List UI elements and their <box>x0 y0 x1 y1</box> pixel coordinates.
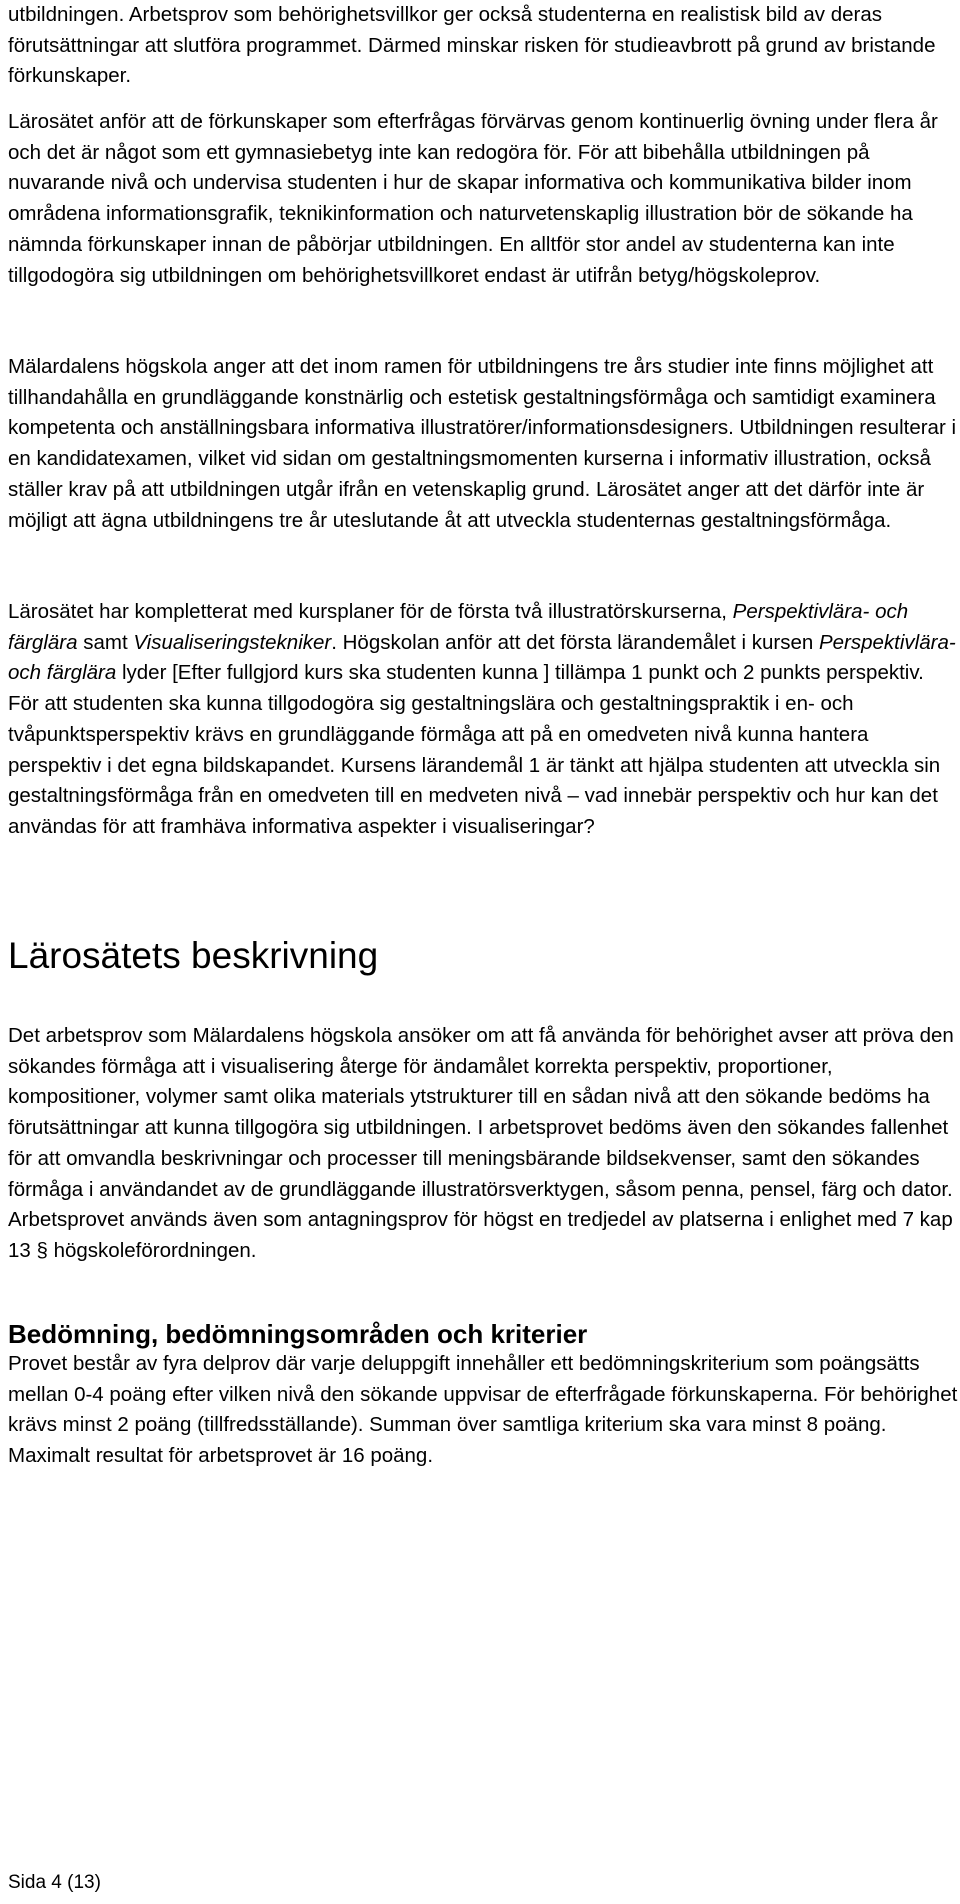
course-title: Perspektivlära- och färglära <box>8 630 956 685</box>
text-run: . Högskolan anför att det första lärandemålet i kursen <box>331 630 819 654</box>
paragraph-course-plans <box>8 597 958 843</box>
paragraph-description: Det arbetsprov som Mälardalens högskola ansöker om att få använda för behörighet avser att pröva den sökandes förmåga att i visualisering återge för ändamålet korrekta perspektiv, proportioner, kompositioner, volymer samt olika materials ytstrukturer till en sådan nivå att den sökande bedöms ha förutsättningar att kunna tillgogöra sig utbildningen. I arbetsprovet bedöms även den sökandes fallenhet för att omvandla beskrivningar och processer till meningsbärande bildsekvenser, samt den sökandes förmåga i användandet av de grundläggande illustratörsverktygen, såsom penna, pensel, färg och dator. Arbetsprovet används även som antagningsprov för högst en tredjedel av platserna i enlighet med 7 kap 13 § högskoleförordningen. <box>8 1024 954 1262</box>
text-run: lyder [Efter fullgjord kurs ska studenten kunna ] tillämpa 1 punkt och 2 punkts perspektiv. För att studenten ska kunna tillgodogöra sig gestaltningslära och gestaltningspraktik i en- och tvåpunktsperspektiv krävs en grundläggande förmåga att på en omedveten nivå kunna hantera perspektiv i det egna bildskapandet. Kursens lärandemål 1 är tänkt att hjälpa studenten att utveckla sin gestaltningsförmåga från en omedveten till en medveten nivå – vad innebär perspektiv och hur kan det användas för att framhäva informativa aspekter i visualiseringar? <box>8 661 941 838</box>
subsection-heading-assessment: Bedömning, bedömningsområden och kriterier <box>8 1319 588 1349</box>
paragraph-prior-knowledge: Lärosätet anför att de förkunskaper som efterfrågas förvärvas genom kontinuerlig övning under flera år och det är något som ett gymnasiebetyg inte kan redogöra för. För att bibehålla utbildningen på nuvarande nivå och undervisa studenten i hur de skapar informativa och kommunikativa bilder inom områdena informationsgrafik, teknikinformation och naturvetenskaplig illustration bör de sökande ha nämnda förkunskaper innan de påbörjar utbildningen. En alltför stor andel av studenterna kan inte tillgodogöra sig utbildningen om behörighetsvillkoret endast är utifrån betyg/högskoleprov. <box>8 110 938 287</box>
page-number: Sida 4 (13) <box>8 1872 101 1893</box>
paragraph-assessment: Provet består av fyra delprov där varje deluppgift innehåller ett bedömningskriterium som poängsätts mellan 0-4 poäng efter vilken nivå den sökande uppvisar de efterfrågade förkunskaperna. För behörighet krävs minst 2 poäng (tillfredsställande). Summan över samtliga kriterium ska vara minst 8 poäng. Maximalt resultat för arbetsprovet är 16 poäng. <box>8 1352 958 1468</box>
paragraph-malardalen: Mälardalens högskola anger att det inom ramen för utbildningens tre års studier inte finns möjlighet att tillhandahålla en grundläggande konstnärlig och estetisk gestaltningsförmåga och samtidigt examinera kompetenta och anställningsbara informativa illustratörer/informationsdesigners. Utbildningen resulterar i en kandidatexamen, vilket vid sidan om gestaltningsmomenten kurserna i informativ illustration, också ställer krav på att utbildningen utgår ifrån en vetenskaplig grund. Lärosätet anger att det därför inte är möjligt att ägna utbildningens tre år uteslutande åt att utveckla studenternas gestaltningsförmåga. <box>8 355 957 532</box>
text-run: Lärosätet har kompletterat med kursplaner för de första två illustratörskurserna, <box>8 600 733 623</box>
section-heading-larosatets-beskrivning: Lärosätets beskrivning <box>8 935 379 976</box>
paragraph-intro: utbildningen. Arbetsprov som behörighetsvillkor ger också studenterna en realistisk bild av deras förutsättningar att slutföra programmet. Därmed minskar risken för studieavbrott på grund av bristande förkunskaper. <box>8 3 936 88</box>
course-title: Visualiseringstekniker <box>133 630 332 654</box>
text-run: samt <box>77 630 134 654</box>
course-title: Perspektivlära- och färglära <box>8 600 909 654</box>
